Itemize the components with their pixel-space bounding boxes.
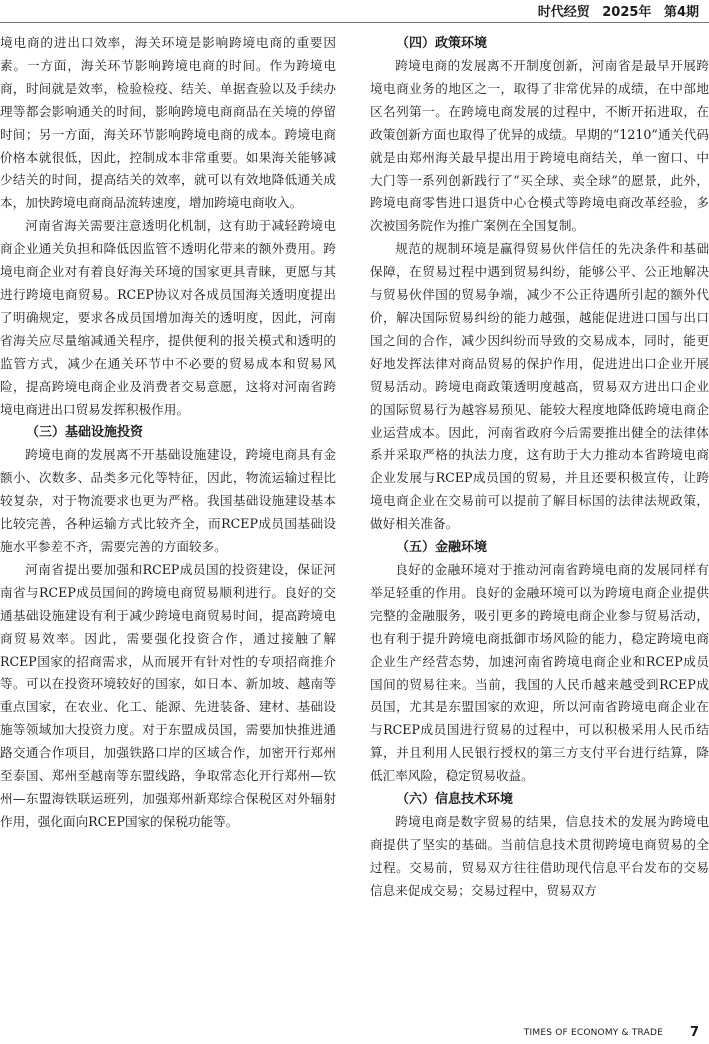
section-heading: （五）金融环境	[396, 540, 488, 556]
paragraph: 良好的金融环境对于推动河南省跨境电商的发展同样有举足轻重的作用。良好的金融环境可以为跨境电商企业提供完整的金融服务，吸引更多的跨境电商企业参与贸易活动，也有利于提升跨境电商抵御市场风险的能力，稳定跨境电商企业生产经营态势，加速河南省跨境电商企业和RCEP成员国间的贸易往来。当前，我国的人民币越来越受到RCEP成员国，尤其是东盟国家的欢迎，所以河南省跨境电商企业在与RCEP成员国进行贸易的过程中，可以积极采用人民币结算，并且利用人民银行授权的第三方支付平台进行结算，降低汇率风险，稳定贸易收益。	[370, 562, 709, 784]
journal-title: 时代经贸	[537, 5, 590, 20]
paragraph: 跨境电商的发展离不开基础设施建设，跨境电商具有金额小、次数多、品类多元化等特征，因此，物流运输过程比较复杂，对于物流要求也更为严格。我国基础设施建设基本比较完善，各种运输方式比较齐全，而RCEP成员国基础设施水平参差不齐，需要完善的方面较多。	[0, 447, 336, 555]
page-number: 7	[689, 1025, 699, 1040]
page-header	[0, 0, 709, 23]
paragraph: 河南省提出要加强和RCEP成员国的投资建设，保证河南省与RCEP成员国间的跨境电商贸易顺利进行。良好的交通基础设施建设有利于减少跨境电商贸易时间，提高跨境电商贸易效率。因此，需要强化投资合作，通过接触了解RCEP国家的招商需求，从而展开有针对性的专项招商推介等。可以在投资环境较好的国家，如日本、新加坡、越南等重点国家，在农业、化工、能源、先进装备、建材、基础设施等领域加大投资力度。对于东盟成员国，需要加快推进通路交通合作项目，加强铁路口岸的区域合作，加密开行郑州至泰国、郑州至越南等东盟线路，争取常态化开行郑州—钦州—东盟海铁联运班列，加强郑州新郑综合保税区对外辐射作用，强化面向RCEP国家的保税功能等。	[0, 561, 336, 829]
journal-english-title: TIMES OF ECONOMY & TRADE	[523, 1028, 663, 1038]
section-heading: （三）基础设施投资	[26, 425, 144, 441]
year: 2025年	[602, 5, 652, 20]
right-column	[370, 32, 709, 903]
section-heading: （六）信息技术环境	[396, 792, 514, 808]
paragraph: 河南省海关需要注意透明化机制，这有助于减轻跨境电商企业通关负担和降低因监管不透明化带来的额外费用。跨境电商企业对有着良好海关环境的国家更具青睐，更愿与其进行跨境电商贸易。RCEP协议对各成员国海关透明度提出了明确规定，要求各成员国增加海关的透明度，因此，河南省海关应尽量缩减通关程序，提供便利的报关模式和透明的监管方式，减少在通关环节中不必要的贸易成本和贸易风险，提高跨境电商企业及消费者交易意愿，这将对河南省跨境电商进出口贸易发挥积极作用。	[0, 218, 336, 417]
paragraph: 跨境电商是数字贸易的结果，信息技术的发展为跨境电商提供了坚实的基础。当前信息技术贯彻跨境电商贸易的全过程。交易前，贸易双方往往借助现代信息平台发布的交易信息来促成交易；交易过程中，贸易双方	[370, 814, 709, 898]
section-heading: （四）政策环境	[396, 36, 488, 51]
issue-number: 第4期	[663, 5, 699, 20]
left-column	[0, 32, 336, 834]
paragraph: 跨境电商的发展离不开制度创新，河南省是最早开展跨境电商业务的地区之一，取得了非常优异的成绩，在中部地区名列第一。在跨境电商发展的过程中，不断开拓进取，在政策创新方面也取得了优异的成绩。早期的“1210”通关代码就是由郑州海关最早提出用于跨境电商结关，单一窗口、中大门等一系列创新践行了“买全球、卖全球”的愿景，此外，跨境电商零售进口退货中心仓模式等跨境电商改革经验，多次被国务院作为推广案例在全国复制。	[370, 58, 709, 234]
header-info	[530, 1, 699, 20]
paragraph: 规范的规制环境是赢得贸易伙伴信任的先决条件和基础保障，在贸易过程中遇到贸易纠纷，能够公平、公正地解决与贸易伙伴国的贸易争端，减少不公正待遇所引起的额外代价，解决国际贸易纠纷的能力越强，越能促进进口国与出口国之间的合作，减少因纠纷而导致的交易成本，同时，能更好地发挥法律对商品贸易的保护作用，促进进出口企业开展贸易活动。跨境电商政策透明度越高，贸易双方进出口企业的国际贸易行为越容易预见、能较大程度地降低跨境电商企业运营成本。因此，河南省政府今后需要推出健全的法律体系并采取严格的执法力度，这有助于大力推动本省跨境电商企业发展与RCEP成员国的贸易，并且还要积极宣传，让跨境电商企业在交易前可以提前了解目标国的法律法规政策，做好相关准备。	[370, 241, 709, 532]
page-footer	[0, 1018, 709, 1044]
paragraph: 境电商的进出口效率，海关环境是影响跨境电商的重要因素。一方面，海关环节影响跨境电商的时间。作为跨境电商，时间就是效率，检验检疫、结关、单据查验以及手续办理等都会影响通关的时间，影响跨境电商商品在关境的停留时间；另一方面，海关环节影响跨境电商的成本。跨境电商价格本就很低，因此，控制成本非常重要。如果海关能够减少结关的时间，提高结关的效率，就可以有效地降低通关成本，加快跨境电商商品流转速度，增加跨境电商收入。	[0, 35, 336, 211]
